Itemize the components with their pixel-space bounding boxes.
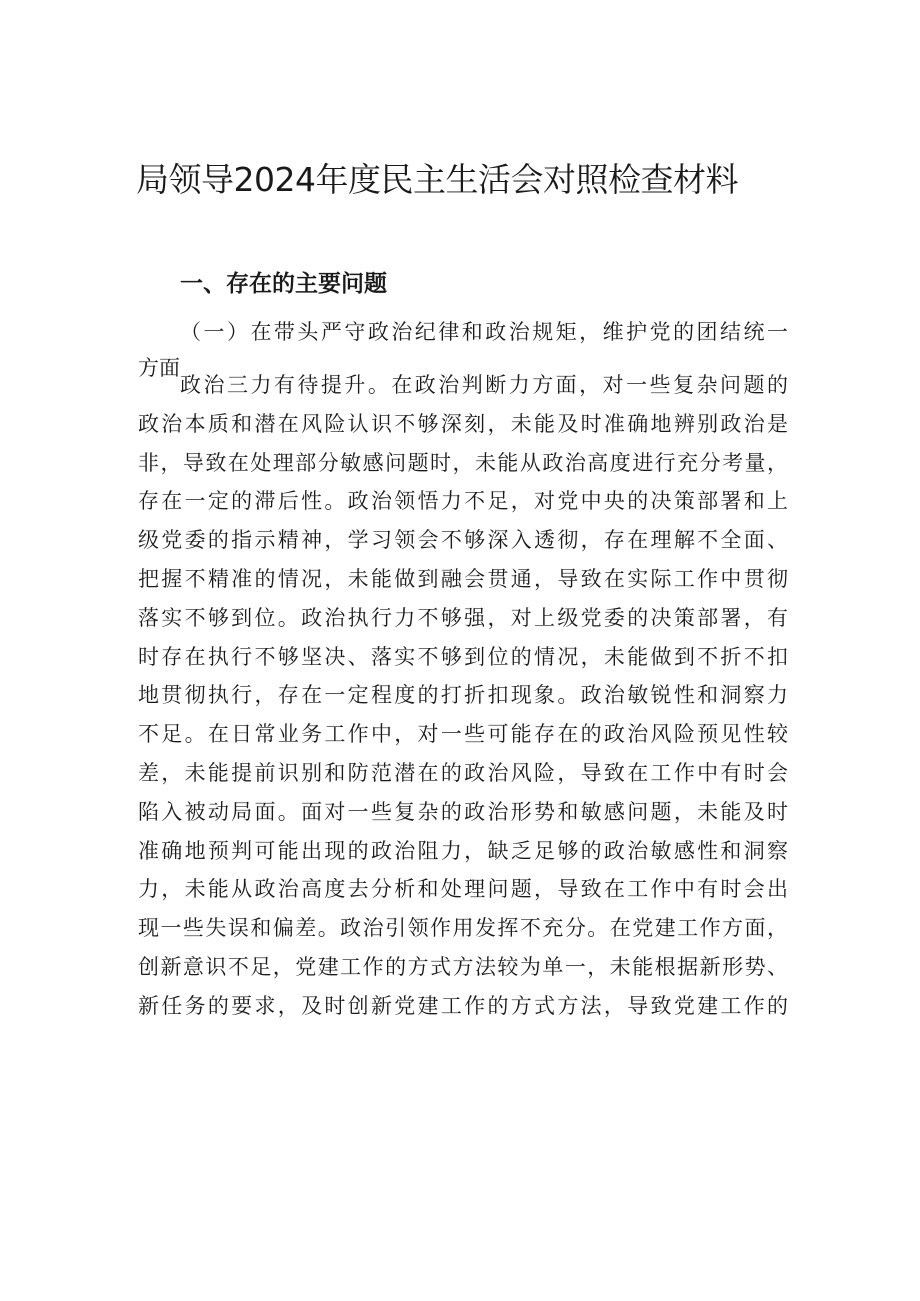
paragraph-line: 现一些失误和偏差。政治引领作用发挥不充分。在党建工作方面， <box>138 916 788 941</box>
paragraph-line: 把握不精准的情况，未能做到融会贯通，导致在实际工作中贯彻 <box>138 566 788 591</box>
paragraph-line: 政治本质和潜在风险认识不够深刻，未能及时准确地辨别政治是 <box>138 411 788 436</box>
paragraph-line: 准确地预判可能出现的政治阻力，缺乏足够的政治敏感性和洞察 <box>138 838 788 863</box>
paragraph-line: 创新意识不足，党建工作的方式方法较为单一，未能根据新形势、 <box>138 954 788 979</box>
paragraph-line: 落实不够到位。政治执行力不够强，对上级党委的决策部署，有 <box>138 605 788 630</box>
paragraph-line: 级党委的指示精神，学习领会不够深入透彻，存在理解不全面、 <box>138 528 788 553</box>
paragraph-line: 差，未能提前识别和防范潜在的政治风险，导致在工作中有时会 <box>138 760 788 785</box>
body-paragraph <box>138 366 788 1026</box>
paragraph-line: 新任务的要求，及时创新党建工作的方式方法，导致党建工作的 <box>138 993 788 1018</box>
paragraph-line: 地贯彻执行，存在一定程度的打折扣现象。政治敏锐性和洞察力 <box>138 683 788 708</box>
paragraph-line: 存在一定的滞后性。政治领悟力不足，对党中央的决策部署和上 <box>138 489 788 514</box>
paragraph-line: 非，导致在处理部分敏感问题时，未能从政治高度进行充分考量， <box>138 450 788 475</box>
paragraph-line: 时存在执行不够坚决、落实不够到位的情况，未能做到不折不扣 <box>138 644 788 669</box>
paragraph-line: 陷入被动局面。面对一些复杂的政治形势和敏感问题，未能及时 <box>138 799 788 824</box>
section-heading: 一、存在的主要问题 <box>180 271 387 297</box>
subheading-line: （一）在带头严守政治纪律和政治规矩，维护党的团结统一 <box>180 320 788 344</box>
document-title: 局领导2024年度民主生活会对照检查材料 <box>136 160 738 199</box>
paragraph-line: 不足。在日常业务工作中，对一些可能存在的政治风险预见性较 <box>138 722 788 747</box>
paragraph-line: 政治三力有待提升。在政治判断力方面，对一些复杂问题的 <box>180 373 788 397</box>
paragraph-line: 力，未能从政治高度去分析和处理问题，导致在工作中有时会出 <box>138 877 788 902</box>
subheading-line: 方面 <box>138 356 180 380</box>
